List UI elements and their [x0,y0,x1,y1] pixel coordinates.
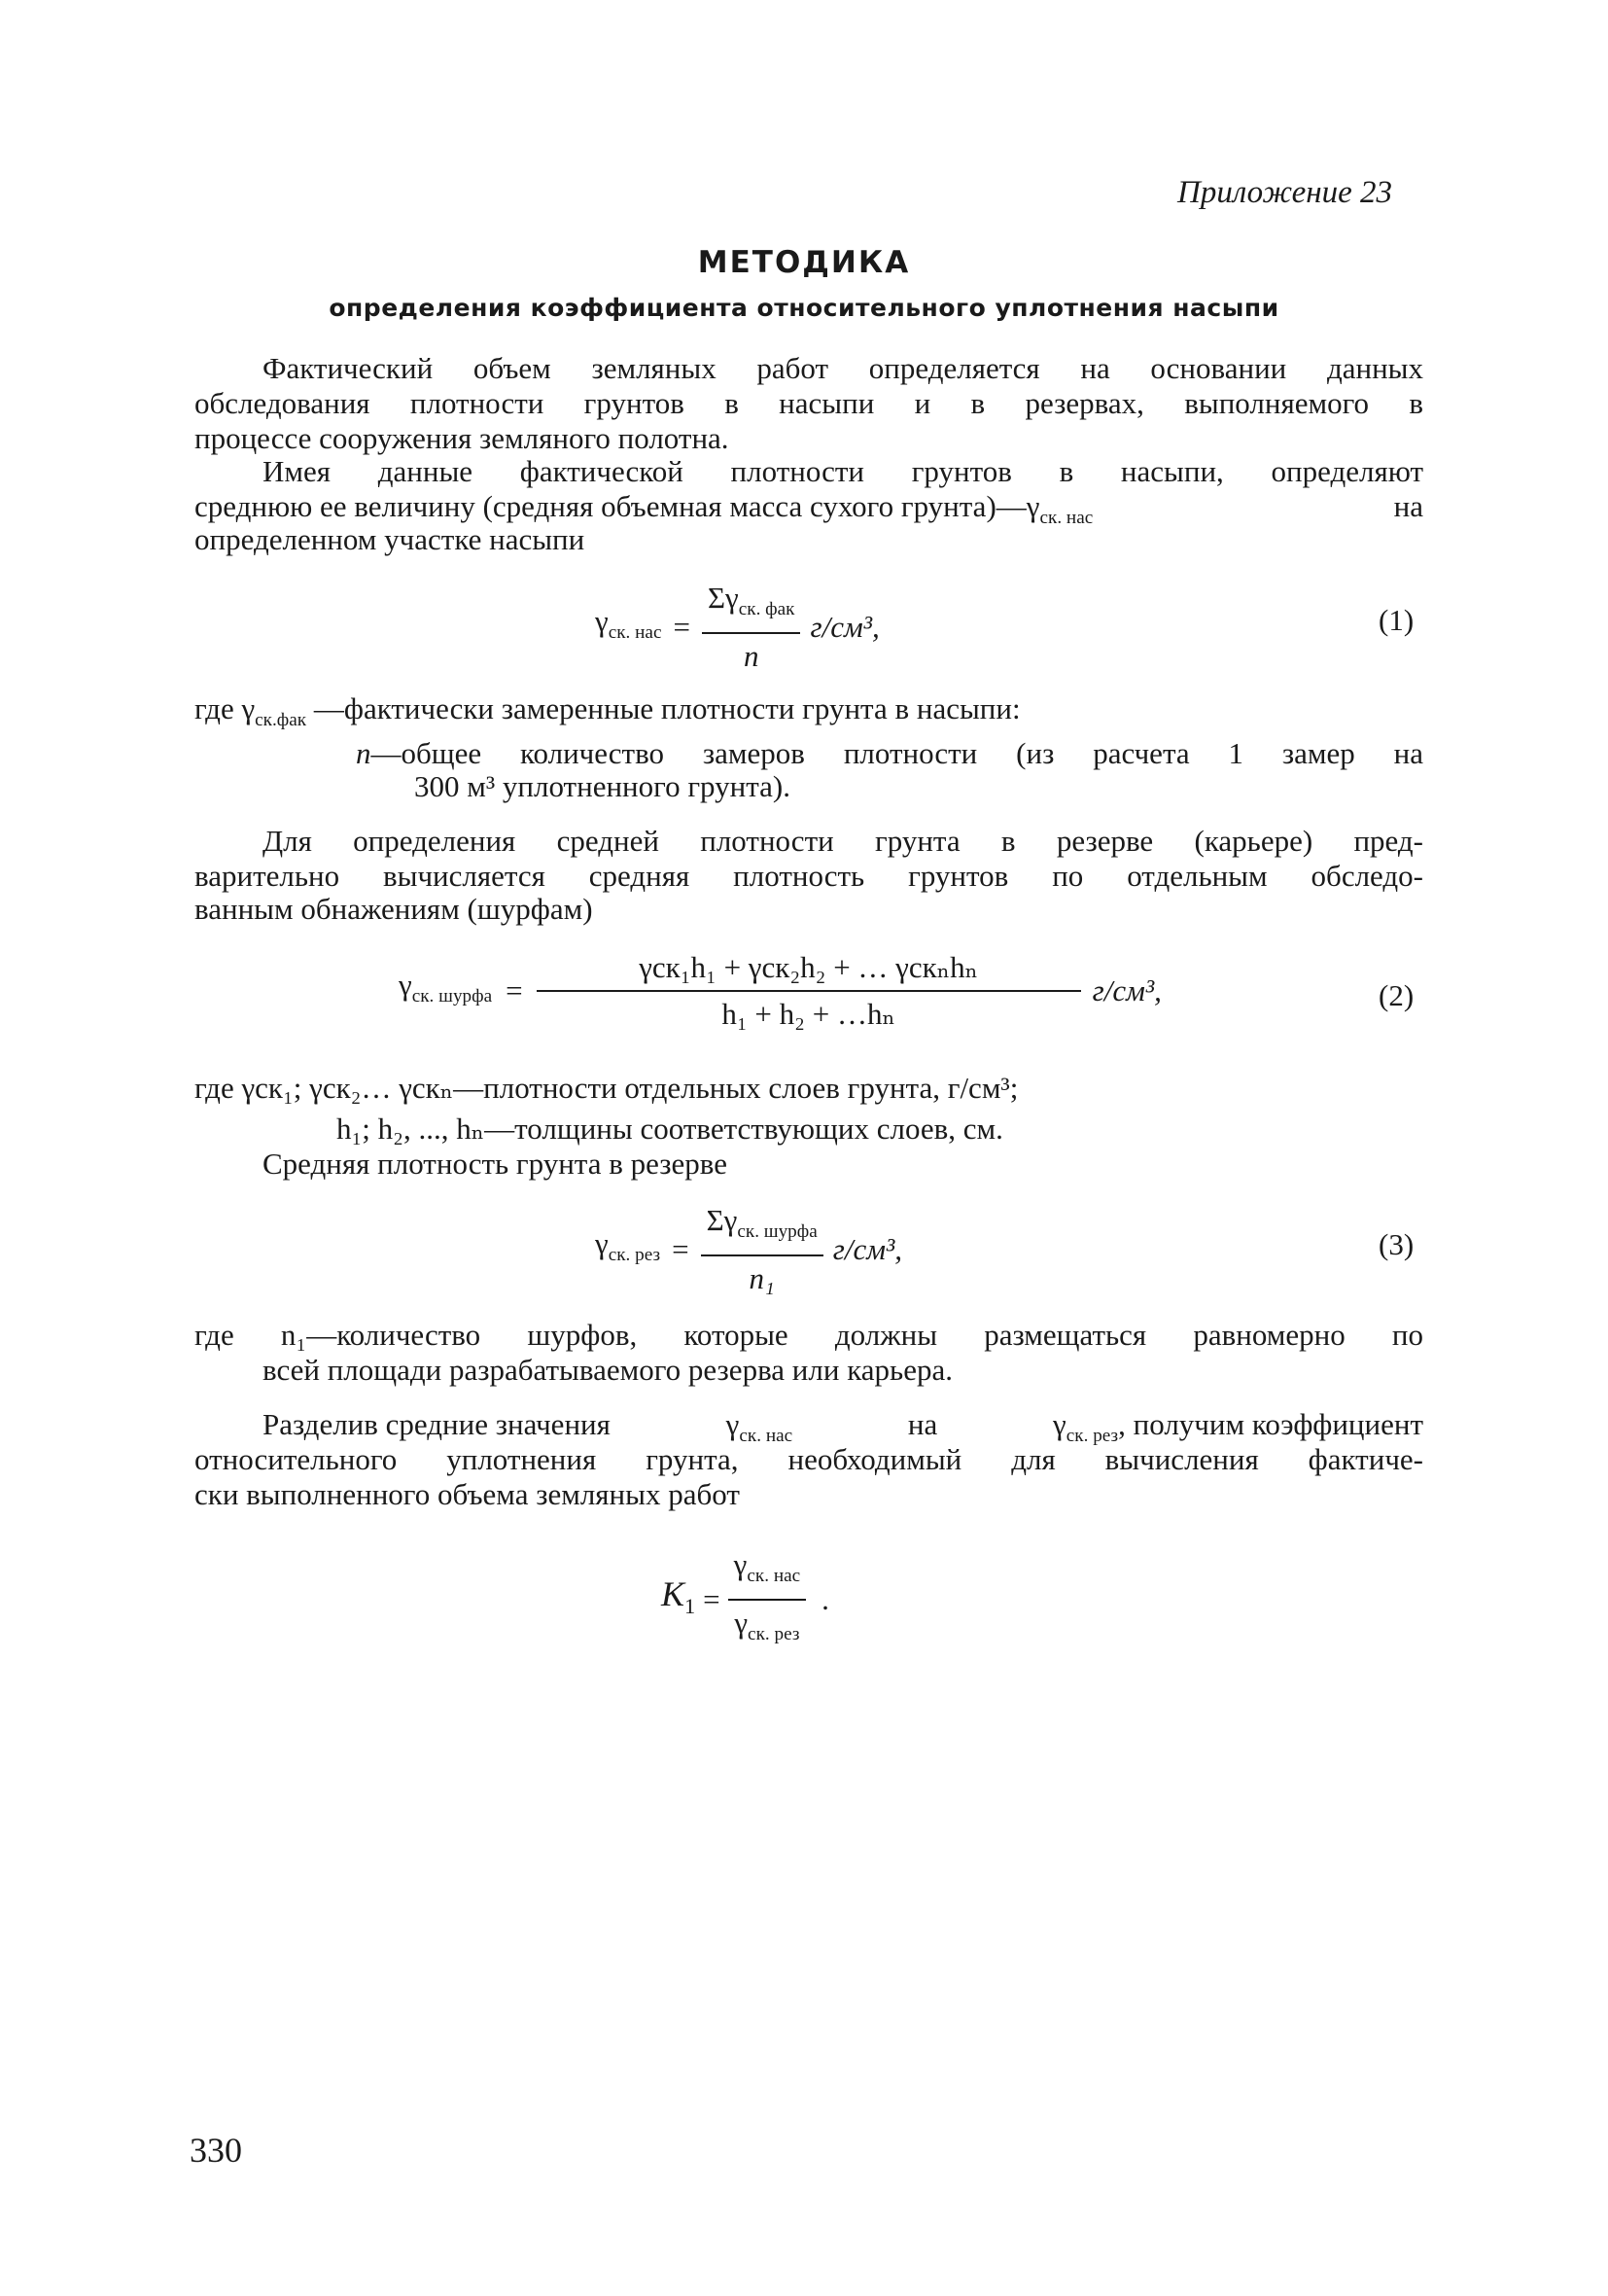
subscript: ск. нас [739,1426,793,1447]
gamma-symbol: γ [1053,1407,1066,1441]
eq1-numerator-sub: ск. фак [738,599,795,620]
paragraph-line: ванным обнажениям (шурфам) [194,892,593,926]
subscript: ск. рез [1066,1426,1119,1447]
paragraph-line: процессе сооружения земляного полотна. [194,421,729,455]
definition-text: —общее количество замеров плотности (из расчета 1 замер на [370,736,1423,770]
page-title: МЕТОДИКА [697,245,911,280]
eq2-unit: г/см³, [1092,973,1162,1007]
paragraph-text: на [1393,489,1423,523]
paragraph-line: Фактический объем земляных работ определяется на основании данных [262,351,1423,385]
paragraph-line: ски выполненного объема земляных работ [194,1477,740,1511]
definition-line [356,735,1423,772]
page-number: 330 [190,2131,242,2170]
eq4-lhs: K [661,1573,685,1613]
eq1-fraction [702,580,801,675]
eq1-denominator: n [743,639,759,674]
paragraph-line: Имея данные фактической плотности грунтов в насыпи, определяют [262,454,1423,488]
eq4-denominator: γ [734,1606,749,1641]
paragraph-text: на [907,1407,938,1441]
eq1-unit: г/см³, [810,610,880,645]
definition-line: где γск₁; γск₂… γскₙ—плотности отдельных слоев грунта, г/см³; [194,1071,1019,1105]
paragraph-line: определенном участке насыпи [194,522,585,556]
paragraph-text: Разделив средние значения [262,1407,611,1441]
subscript: ск.фак [255,710,307,731]
eq3-lhs: γ [595,1226,609,1260]
eq1-numerator: Σγ [707,581,739,615]
eq2-lhs-sub: ск. шурфа [411,986,493,1007]
paragraph-text: , получим коэффициент [1118,1407,1423,1441]
eq2-numerator: γск₁h₁ + γск₂h₂ + … γскₙhₙ [537,949,1081,992]
eq3-number: (3) [1379,1227,1415,1261]
paragraph-text: среднюю ее величину (средняя объемная масса сухого грунта)—γ [194,489,1040,523]
eq3-unit: г/см³, [832,1232,903,1267]
paragraph-line: Для определения средней плотности грунта в резерве (карьере) пред- [262,824,1423,858]
definition-line: 300 м³ уплотненного грунта). [414,769,790,803]
definition-line: где n₁—количество шурфов, которые должны размещаться равномерно по [194,1318,1423,1352]
definition-text: —фактически замеренные плотности грунта в насыпи: [313,691,1021,725]
equation-3: $\gamma_{ск. рез}$ = $\frac{\Sigma\gamma_{ск. шурфа}}{\text{n₁}}$ г/см³, [595,1203,903,1296]
equation-4: $K_1$ = $\frac{\gamma_{ск. нас}}{\gamma_{ск. рез}}$ . [661,1546,829,1653]
eq2-denominator: h₁ + h₂ + …hₙ [721,997,895,1031]
eq2-fraction [537,949,1081,1033]
variable-n: n [356,736,371,770]
paragraph-line: Средняя плотность грунта в резерве [262,1147,727,1181]
eq3-lhs-sub: ск. рез [608,1245,661,1266]
appendix-label: Приложение 23 [1177,175,1392,210]
eq2-lhs: γ [399,967,412,1002]
definition-line: h₁; h₂, ..., hₙ—толщины соответствующих слоев, см. [336,1112,1003,1146]
eq3-numerator: Σγ [706,1203,738,1237]
eq3-fraction [701,1202,823,1297]
eq4-fraction [728,1546,806,1653]
definition-line: всей площади разрабатываемого резерва или карьера. [262,1353,953,1387]
page-subtitle: определения коэффициента относительного уплотнения насыпи [329,294,1279,322]
eq3-numerator-sub: ск. шурфа [737,1221,818,1243]
eq1-lhs: γ [595,604,609,638]
eq4-period: . [821,1582,829,1617]
eq3-denominator: n₁ [749,1261,775,1296]
equation-1: $\gamma_{ск. нас}$ = $\frac{\Sigma\gamma_{ск. фак}}{n}$ г/см³, [595,581,880,674]
eq1-number: (1) [1379,603,1415,637]
eq4-lhs-sub: 1 [684,1593,696,1618]
eq4-numerator-sub: ск. нас [747,1566,801,1587]
definition-text: где γ [194,691,256,725]
paragraph-line: относительного уплотнения грунта, необходимый для вычисления фактиче- [194,1442,1423,1476]
eq1-lhs-sub: ск. нас [608,622,662,644]
eq4-numerator: γ [733,1547,748,1581]
equation-2: $\gamma_{ск. шурфа}$ = $\frac{\text{γск₁h₁ + γск₂h₂ + … γскₙhₙ}}{\text{h₁ + h₂ + …hₙ}}$ г/см³, [399,950,1162,1031]
paragraph-line: варительно вычисляется средняя плотность грунтов по отдельным обследо- [194,859,1423,893]
paragraph-line: обследования плотности грунтов в насыпи и в резервах, выполняемого в [194,386,1423,420]
gamma-symbol: γ [725,1407,740,1441]
subscript: ск. нас [1039,508,1094,529]
eq2-number: (2) [1379,978,1415,1012]
definition-line [194,690,1021,739]
eq4-denominator-sub: ск. рез [748,1624,800,1645]
